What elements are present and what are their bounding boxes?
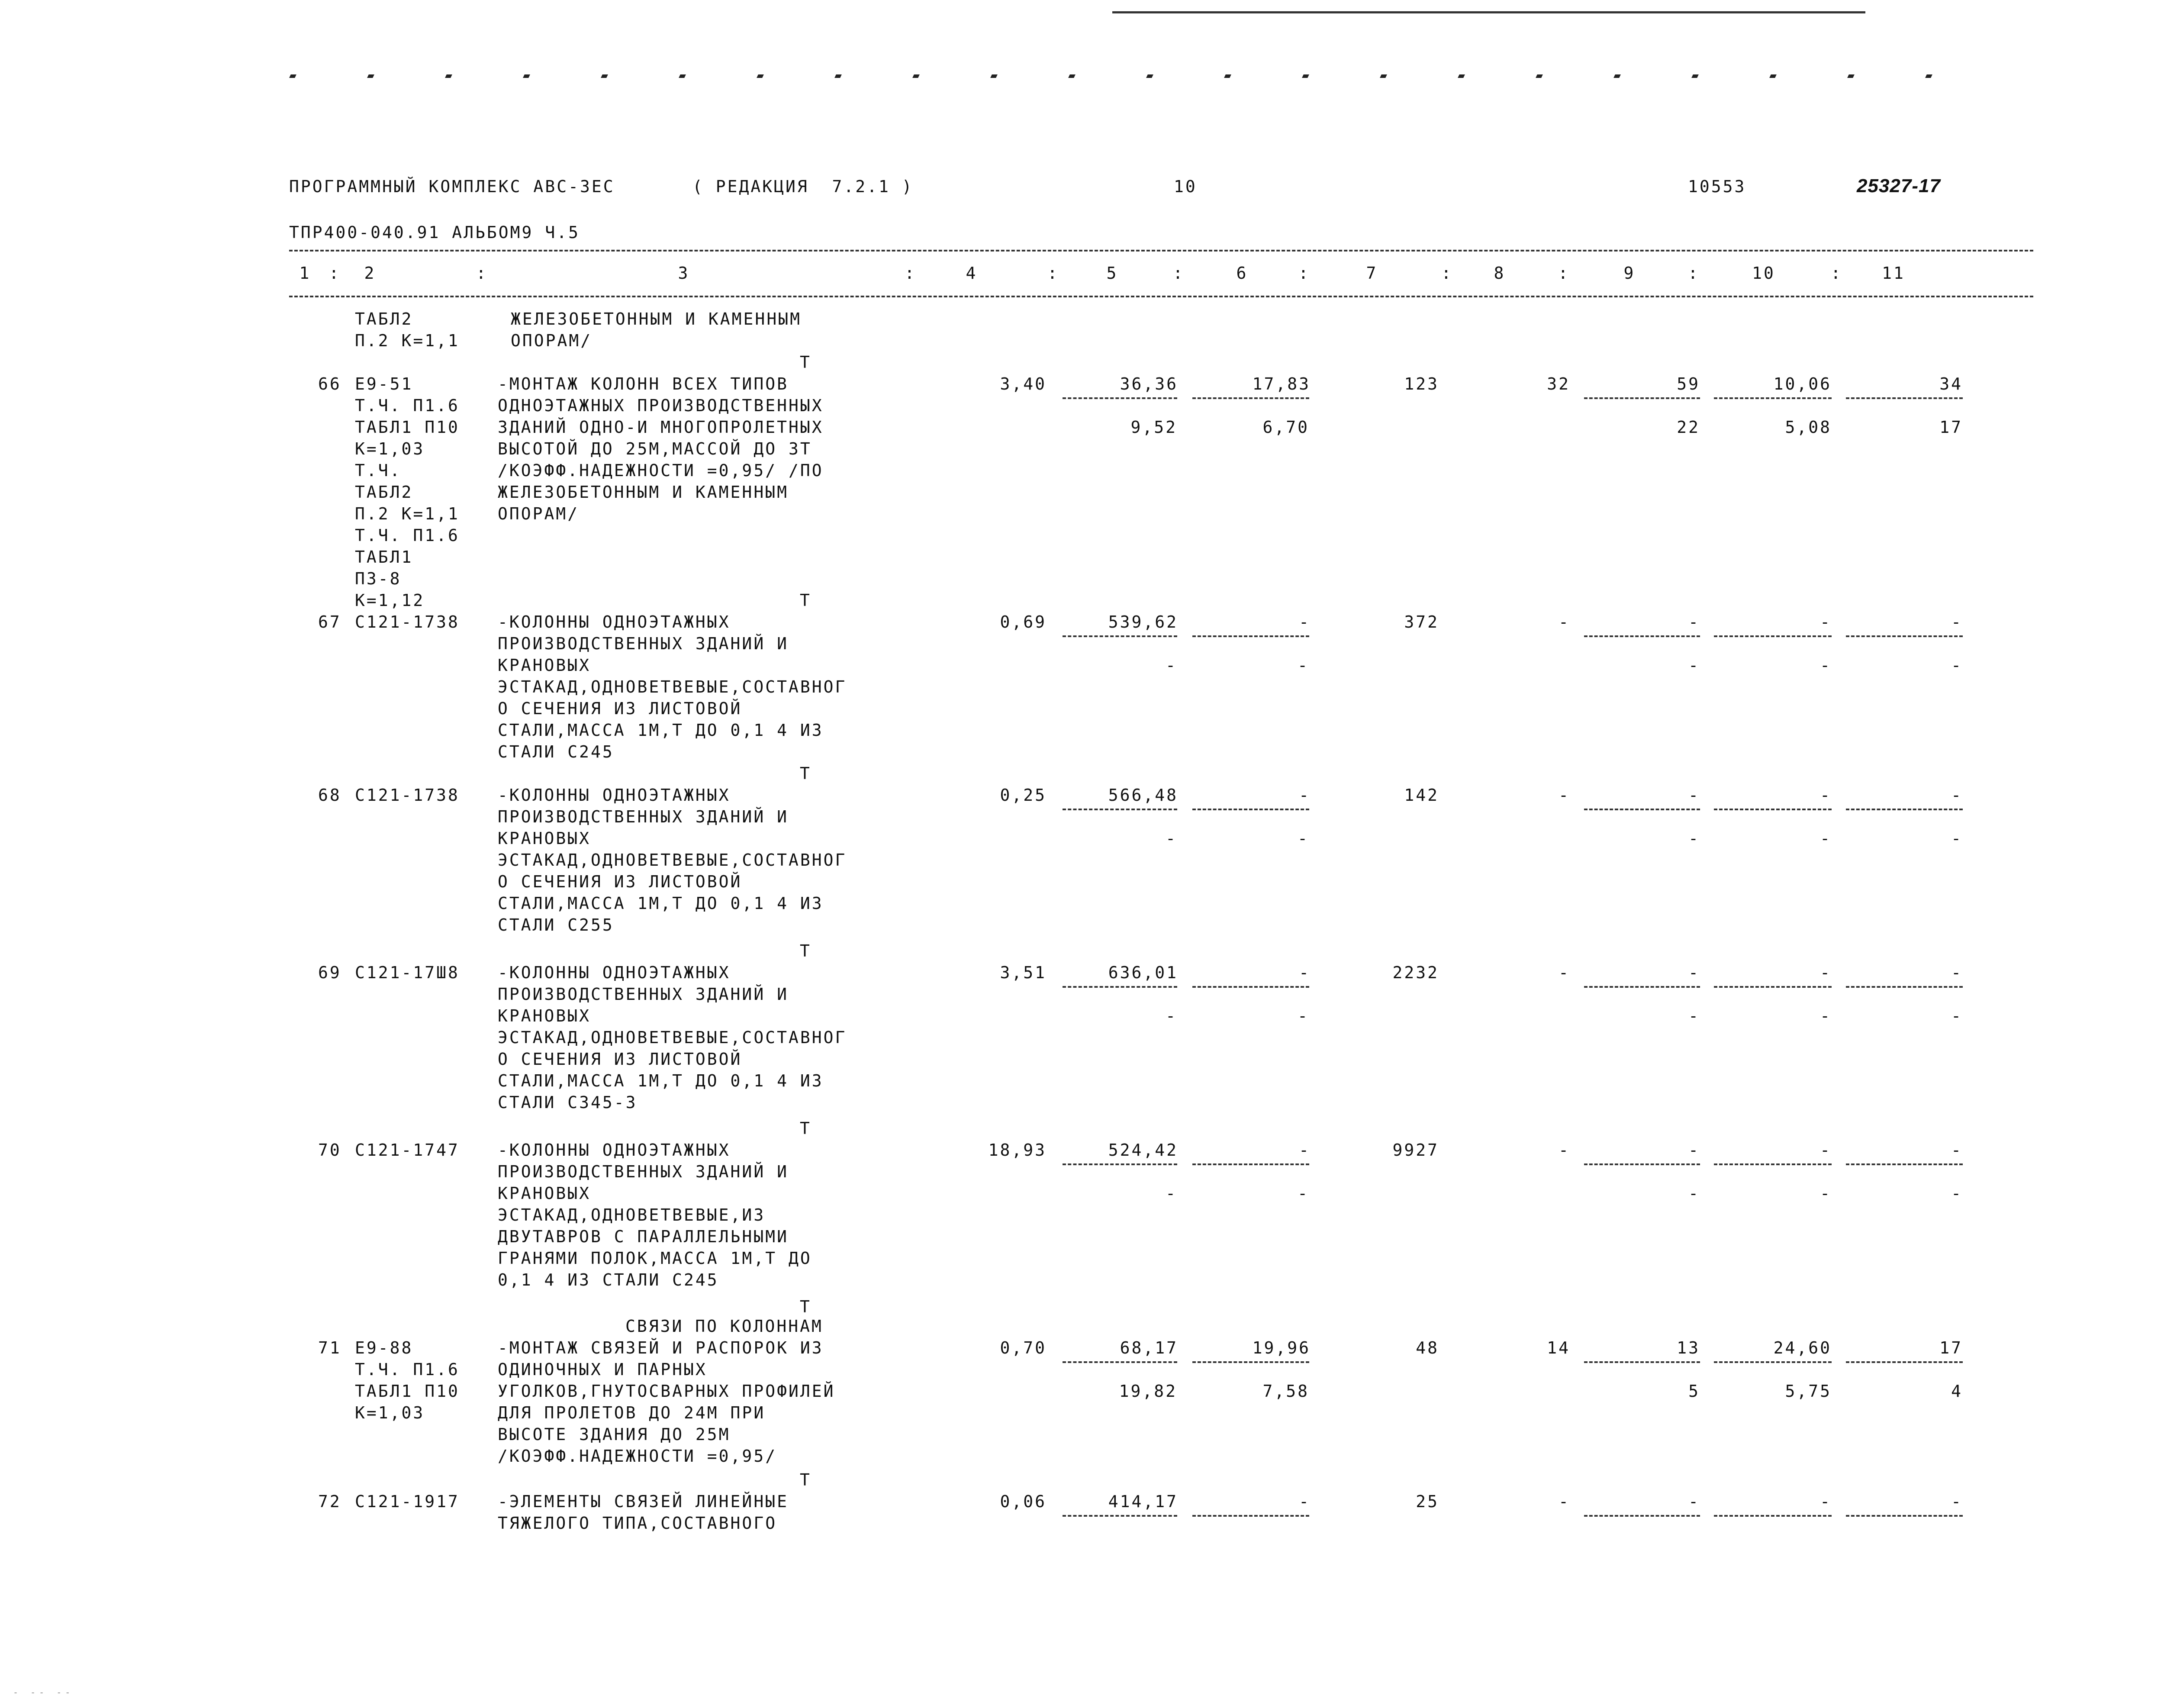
cell-col-6: 17,83 (1252, 374, 1311, 393)
punch-mark (990, 74, 998, 78)
row-code-line: Т.Ч. П1.6 (355, 1360, 460, 1379)
row-code-line: ТАБЛ2 (355, 483, 413, 502)
punch-mark (912, 74, 920, 78)
cell-col-4: 18,93 (988, 1141, 1047, 1160)
section-title: СВЯЗИ ПО КОЛОННАМ (625, 1317, 823, 1336)
row-description-line: -МОНТАЖ КОЛОНН ВСЕХ ТИПОВ (498, 374, 789, 393)
row-marker: Т (800, 1297, 812, 1316)
row-code-line: ТАБЛ1 (355, 548, 413, 567)
row-code-line: Т.Ч. П1.6 (355, 396, 460, 415)
cell-col-6-lower: - (1298, 829, 1309, 848)
cell-col-5: 636,01 (1108, 963, 1178, 982)
row-code-line: Т.Ч. П1.6 (355, 526, 460, 545)
cell-col-7: 9927 (1392, 1141, 1439, 1160)
value-underline (1584, 397, 1700, 399)
row-number: 69 (318, 963, 341, 982)
cell-col-10-lower: 5,08 (1785, 418, 1832, 437)
value-underline (1063, 986, 1177, 988)
punch-mark (367, 74, 374, 78)
row-number: 67 (318, 612, 341, 632)
punch-mark (1613, 74, 1621, 78)
value-underline (1714, 635, 1832, 637)
cell-col-8: 32 (1547, 374, 1570, 393)
value-underline (1846, 986, 1963, 988)
punch-mark (1380, 74, 1387, 78)
edition-label: ( РЕДАКЦИЯ 7.2.1 ) (692, 177, 914, 196)
cell-col-5-lower: 19,82 (1119, 1382, 1177, 1401)
cell-col-10: - (1820, 963, 1832, 982)
cell-col-6-lower: - (1298, 1184, 1309, 1203)
cell-col-11-lower: - (1951, 656, 1963, 675)
cell-col-6: - (1299, 786, 1311, 805)
row-description-line: КРАНОВЫХ (498, 656, 591, 675)
value-underline (1584, 1163, 1700, 1165)
row-description-line: СТАЛИ С255 (498, 915, 614, 935)
sheet-number: 25327-17 (1857, 175, 1941, 197)
row-code-line: С121-1917 (355, 1492, 460, 1511)
header-rule-top (289, 250, 2033, 251)
value-underline (1846, 397, 1963, 399)
header-rule-bottom (289, 296, 2033, 297)
row-description-line: ДВУТАВРОВ С ПАРАЛЛЕЛЬНЫМИ (498, 1227, 789, 1246)
cell-col-9-lower: - (1688, 829, 1700, 848)
punch-mark (601, 74, 608, 78)
value-underline (1192, 635, 1309, 637)
cell-col-11: - (1951, 612, 1963, 632)
column-separator: : (329, 264, 341, 283)
row-code-line: С121-17Ш8 (355, 963, 460, 982)
cell-col-9: - (1688, 786, 1700, 805)
column-header-8: 8 (1494, 264, 1506, 283)
row-description-line: /КОЭФФ.НАДЕЖНОСТИ =0,95/ (498, 1447, 777, 1466)
cell-col-7: 142 (1404, 786, 1439, 805)
punch-mark (1925, 74, 1932, 78)
punch-mark (1847, 74, 1855, 78)
value-underline (1192, 1163, 1309, 1165)
column-separator: : (1047, 264, 1059, 283)
row-number: 68 (318, 786, 341, 805)
punch-mark (1068, 74, 1076, 78)
value-underline (1714, 1163, 1832, 1165)
row-code-line: ТАБЛ1 П10 (355, 418, 460, 437)
cell-col-6: 19,96 (1252, 1338, 1311, 1357)
cell-col-5-lower: - (1166, 829, 1177, 848)
column-separator: : (476, 264, 488, 283)
column-header-2: 2 (364, 264, 376, 283)
row-description-line: КРАНОВЫХ (498, 1184, 591, 1203)
page-number: 10 (1174, 177, 1197, 196)
row-description-line: ОДНОЭТАЖНЫХ ПРОИЗВОДСТВЕННЫХ (498, 396, 824, 415)
cell-col-8: - (1559, 786, 1570, 805)
cell-col-8: - (1559, 963, 1570, 982)
cell-col-4: 3,40 (1000, 374, 1047, 393)
column-separator: : (1688, 264, 1700, 283)
row-code-line: П3-8 (355, 569, 402, 588)
cell-col-7: 2232 (1392, 963, 1439, 982)
value-underline (1584, 635, 1700, 637)
cell-col-11: - (1951, 786, 1963, 805)
row-description-line: СТАЛИ С345-3 (498, 1093, 638, 1112)
row-description-line: СТАЛИ,МАССА 1М,Т ДО 0,1 4 ИЗ (498, 1071, 824, 1090)
punch-mark (445, 74, 452, 78)
value-underline (1192, 1361, 1309, 1363)
row-description-line: ЗДАНИЙ ОДНО-И МНОГОПРОЛЕТНЫХ (498, 418, 824, 437)
value-underline (1192, 397, 1309, 399)
cell-col-6-lower: 7,58 (1262, 1382, 1309, 1401)
row-description-line: ПРОИЗВОДСТВЕННЫХ ЗДАНИЙ И (498, 1162, 789, 1181)
row-description-line: ЖЕЛЕЗОБЕТОННЫМ И КАМЕННЫМ (498, 483, 789, 502)
continuation-desc: ЖЕЛЕЗОБЕТОННЫМ И КАМЕННЫМ (511, 309, 802, 329)
value-underline (1714, 809, 1832, 810)
cell-col-11: 34 (1939, 374, 1963, 393)
cell-col-5-lower: - (1166, 656, 1177, 675)
cell-col-6: - (1299, 612, 1311, 632)
cell-col-11: - (1951, 963, 1963, 982)
column-separator: : (1831, 264, 1842, 283)
cell-col-6-lower: - (1298, 656, 1309, 675)
punch-mark (1224, 74, 1231, 78)
value-underline (1846, 1361, 1963, 1363)
row-description-line: ПРОИЗВОДСТВЕННЫХ ЗДАНИЙ И (498, 634, 789, 653)
cell-col-6-lower: - (1298, 1006, 1309, 1025)
column-header-3: 3 (678, 264, 690, 283)
punch-mark (1146, 74, 1153, 78)
row-code-line: Т.Ч. (355, 461, 402, 480)
cell-col-5-lower: - (1166, 1184, 1177, 1203)
row-number: 66 (318, 374, 341, 393)
row-description-line: ОПОРАМ/ (498, 504, 580, 523)
column-separator: : (905, 264, 916, 283)
value-underline (1192, 986, 1309, 988)
row-description-line: ТЯЖЕЛОГО ТИПА,СОСТАВНОГО (498, 1514, 777, 1533)
cell-col-10: 10,06 (1773, 374, 1832, 393)
value-underline (1584, 986, 1700, 988)
document-subtitle: ТПР400-040.91 АЛЬБОМ9 Ч.5 (289, 223, 580, 242)
cell-col-5: 539,62 (1108, 612, 1178, 632)
punch-mark (834, 74, 842, 78)
cell-col-5: 36,36 (1120, 374, 1178, 393)
cell-col-11-lower: 17 (1939, 418, 1963, 437)
row-description-line: УГОЛКОВ,ГНУТОСВАРНЫХ ПРОФИЛЕЙ (498, 1382, 835, 1401)
continuation-desc: ОПОРАМ/ (511, 331, 593, 350)
row-description-line: ГРАНЯМИ ПОЛОК,МАССА 1М,Т ДО (498, 1249, 812, 1268)
row-description-line: -КОЛОННЫ ОДНОЭТАЖНЫХ (498, 612, 731, 632)
row-description-line: -ЭЛЕМЕНТЫ СВЯЗЕЙ ЛИНЕЙНЫЕ (498, 1492, 789, 1511)
row-description-line: О СЕЧЕНИЯ ИЗ ЛИСТОВОЙ (498, 699, 742, 718)
cell-col-9-lower: 22 (1677, 418, 1700, 437)
cell-col-6-lower: 6,70 (1262, 418, 1309, 437)
row-description-line: СТАЛИ,МАССА 1М,Т ДО 0,1 4 ИЗ (498, 721, 824, 740)
cell-col-10: 24,60 (1773, 1338, 1832, 1357)
continuation-code: П.2 К=1,1 (355, 331, 460, 350)
cell-col-4: 0,70 (1000, 1338, 1047, 1357)
cell-col-9: - (1688, 612, 1700, 632)
row-description-line: ЭСТАКАД,ОДНОВЕТВЕВЫЕ,ИЗ (498, 1205, 766, 1225)
row-code-line: К=1,03 (355, 439, 425, 458)
column-header-7: 7 (1366, 264, 1378, 283)
row-code-line: К=1,12 (355, 591, 425, 610)
cell-col-9-lower: - (1688, 1184, 1700, 1203)
row-marker: Т (800, 1119, 812, 1138)
cell-col-7: 48 (1416, 1338, 1439, 1357)
value-underline (1584, 1515, 1700, 1517)
value-underline (1063, 1515, 1177, 1517)
row-marker: Т (800, 353, 812, 372)
punch-mark (1536, 74, 1543, 78)
punch-mark (757, 74, 764, 78)
row-marker: Т (800, 764, 812, 783)
column-header-9: 9 (1623, 264, 1636, 283)
value-underline (1063, 1163, 1177, 1165)
row-description-line: ПРОИЗВОДСТВЕННЫХ ЗДАНИЙ И (498, 807, 789, 826)
value-underline (1584, 1361, 1700, 1363)
row-marker: Т (800, 1470, 812, 1489)
cell-col-10: - (1820, 1492, 1832, 1511)
value-underline (1063, 397, 1177, 399)
row-description-line: ВЫСОТЕ ЗДАНИЯ ДО 25М (498, 1425, 731, 1444)
column-header-4: 4 (966, 264, 978, 283)
row-number: 70 (318, 1141, 341, 1160)
cell-col-7: 123 (1404, 374, 1439, 393)
cell-col-7: 25 (1416, 1492, 1439, 1511)
row-marker: Т (800, 941, 812, 960)
row-code-line: Е9-51 (355, 374, 413, 393)
cell-col-11: - (1951, 1492, 1963, 1511)
row-description-line: КРАНОВЫХ (498, 1006, 591, 1025)
value-underline (1714, 986, 1832, 988)
cell-col-10: - (1820, 1141, 1832, 1160)
cell-col-9: - (1688, 1141, 1700, 1160)
punch-mark (289, 74, 296, 78)
cell-col-11-lower: - (1951, 1184, 1963, 1203)
scan-edge-mark: - -- -- (13, 1687, 74, 1698)
punch-mark (1302, 74, 1309, 78)
row-description-line: 0,1 4 ИЗ СТАЛИ С245 (498, 1270, 719, 1289)
value-underline (1846, 1515, 1963, 1517)
value-underline (1846, 1163, 1963, 1165)
row-description-line: О СЕЧЕНИЯ ИЗ ЛИСТОВОЙ (498, 1050, 742, 1069)
value-underline (1063, 635, 1177, 637)
column-separator: : (1558, 264, 1570, 283)
cell-col-5-lower: 9,52 (1130, 418, 1177, 437)
continuation-code: ТАБЛ2 (355, 309, 413, 329)
row-description-line: СТАЛИ С245 (498, 742, 614, 761)
cell-col-9-lower: - (1688, 1006, 1700, 1025)
row-description-line: ПРОИЗВОДСТВЕННЫХ ЗДАНИЙ И (498, 985, 789, 1004)
row-code-line: Е9-88 (355, 1338, 413, 1357)
cell-col-8: - (1559, 612, 1570, 632)
cell-col-10-lower: - (1820, 1184, 1832, 1203)
cell-col-9: 59 (1677, 374, 1700, 393)
row-description-line: -МОНТАЖ СВЯЗЕЙ И РАСПОРОК ИЗ (498, 1338, 824, 1357)
cell-col-6: - (1299, 1492, 1311, 1511)
row-number: 72 (318, 1492, 341, 1511)
row-description-line: СТАЛИ,МАССА 1М,Т ДО 0,1 4 ИЗ (498, 894, 824, 913)
column-header-11: 11 (1882, 264, 1905, 283)
cell-col-11: - (1951, 1141, 1963, 1160)
cell-col-5: 566,48 (1108, 786, 1178, 805)
cell-col-9-lower: - (1688, 656, 1700, 675)
doc-code: 10553 (1688, 177, 1746, 196)
cell-col-9: - (1688, 1492, 1700, 1511)
row-description-line: ДЛЯ ПРОЛЕТОВ ДО 24М ПРИ (498, 1403, 766, 1422)
row-description-line: ЭСТАКАД,ОДНОВЕТВЕВЫЕ,СОСТАВНОГ (498, 851, 847, 870)
row-description-line: /КОЭФФ.НАДЕЖНОСТИ =0,95/ /ПО (498, 461, 824, 480)
value-underline (1192, 809, 1309, 810)
cell-col-10-lower: 5,75 (1785, 1382, 1832, 1401)
cell-col-9: - (1688, 963, 1700, 982)
column-header-6: 6 (1236, 264, 1248, 283)
punch-mark (679, 74, 686, 78)
cell-col-10-lower: - (1820, 829, 1832, 848)
cell-col-10: - (1820, 786, 1832, 805)
cell-col-5: 414,17 (1108, 1492, 1178, 1511)
value-underline (1063, 1361, 1177, 1363)
cell-col-8: - (1559, 1492, 1570, 1511)
row-description-line: ЭСТАКАД,ОДНОВЕТВЕВЫЕ,СОСТАВНОГ (498, 677, 847, 696)
cell-col-7: 372 (1404, 612, 1439, 632)
row-description-line: ЭСТАКАД,ОДНОВЕТВЕВЫЕ,СОСТАВНОГ (498, 1028, 847, 1047)
row-description-line: ОДИНОЧНЫХ И ПАРНЫХ (498, 1360, 707, 1379)
cell-col-10-lower: - (1820, 656, 1832, 675)
value-underline (1192, 1515, 1309, 1517)
top-rule (1112, 11, 1865, 13)
cell-col-11-lower: - (1951, 1006, 1963, 1025)
cell-col-6: - (1299, 963, 1311, 982)
program-title: ПРОГРАММНЫЙ КОМПЛЕКС АВС-3ЕС (289, 177, 615, 196)
row-description-line: ВЫСОТОЙ ДО 25М,МАССОЙ ДО 3Т (498, 439, 812, 458)
value-underline (1714, 397, 1832, 399)
cell-col-5: 68,17 (1120, 1338, 1178, 1357)
value-underline (1584, 809, 1700, 810)
row-code-line: С121-1738 (355, 612, 460, 632)
punch-mark (1691, 74, 1699, 78)
cell-col-8: 14 (1547, 1338, 1570, 1357)
row-description-line: -КОЛОННЫ ОДНОЭТАЖНЫХ (498, 963, 731, 982)
cell-col-5: 524,42 (1108, 1141, 1178, 1160)
value-underline (1714, 1361, 1832, 1363)
cell-col-8: - (1559, 1141, 1570, 1160)
row-marker: Т (800, 591, 812, 610)
column-separator: : (1298, 264, 1310, 283)
cell-col-4: 0,06 (1000, 1492, 1047, 1511)
row-code-line: П.2 К=1,1 (355, 504, 460, 523)
column-separator: : (1173, 264, 1185, 283)
cell-col-10-lower: - (1820, 1006, 1832, 1025)
row-code-line: ТАБЛ1 П10 (355, 1382, 460, 1401)
value-underline (1846, 809, 1963, 810)
column-header-10: 10 (1752, 264, 1775, 283)
row-code-line: К=1,03 (355, 1403, 425, 1422)
punch-mark (1769, 74, 1777, 78)
column-header-1: 1 (299, 264, 311, 283)
row-description-line: КРАНОВЫХ (498, 829, 591, 848)
row-description-line: -КОЛОННЫ ОДНОЭТАЖНЫХ (498, 1141, 731, 1160)
cell-col-6: - (1299, 1141, 1311, 1160)
value-underline (1846, 635, 1963, 637)
row-code-line: С121-1747 (355, 1141, 460, 1160)
row-code-line: С121-1738 (355, 786, 460, 805)
value-underline (1063, 809, 1177, 810)
cell-col-4: 3,51 (1000, 963, 1047, 982)
cell-col-11: 17 (1939, 1338, 1963, 1357)
punch-mark (1458, 74, 1465, 78)
cell-col-4: 0,69 (1000, 612, 1047, 632)
punch-mark (523, 74, 530, 78)
cell-col-5-lower: - (1166, 1006, 1177, 1025)
row-number: 71 (318, 1338, 341, 1357)
cell-col-11-lower: 4 (1951, 1382, 1963, 1401)
column-header-5: 5 (1106, 264, 1118, 283)
row-description-line: О СЕЧЕНИЯ ИЗ ЛИСТОВОЙ (498, 872, 742, 891)
column-separator: : (1441, 264, 1453, 283)
cell-col-11-lower: - (1951, 829, 1963, 848)
cell-col-9-lower: 5 (1688, 1382, 1700, 1401)
cell-col-9: 13 (1677, 1338, 1700, 1357)
cell-col-10: - (1820, 612, 1832, 632)
cell-col-4: 0,25 (1000, 786, 1047, 805)
row-description-line: -КОЛОННЫ ОДНОЭТАЖНЫХ (498, 786, 731, 805)
value-underline (1714, 1515, 1832, 1517)
